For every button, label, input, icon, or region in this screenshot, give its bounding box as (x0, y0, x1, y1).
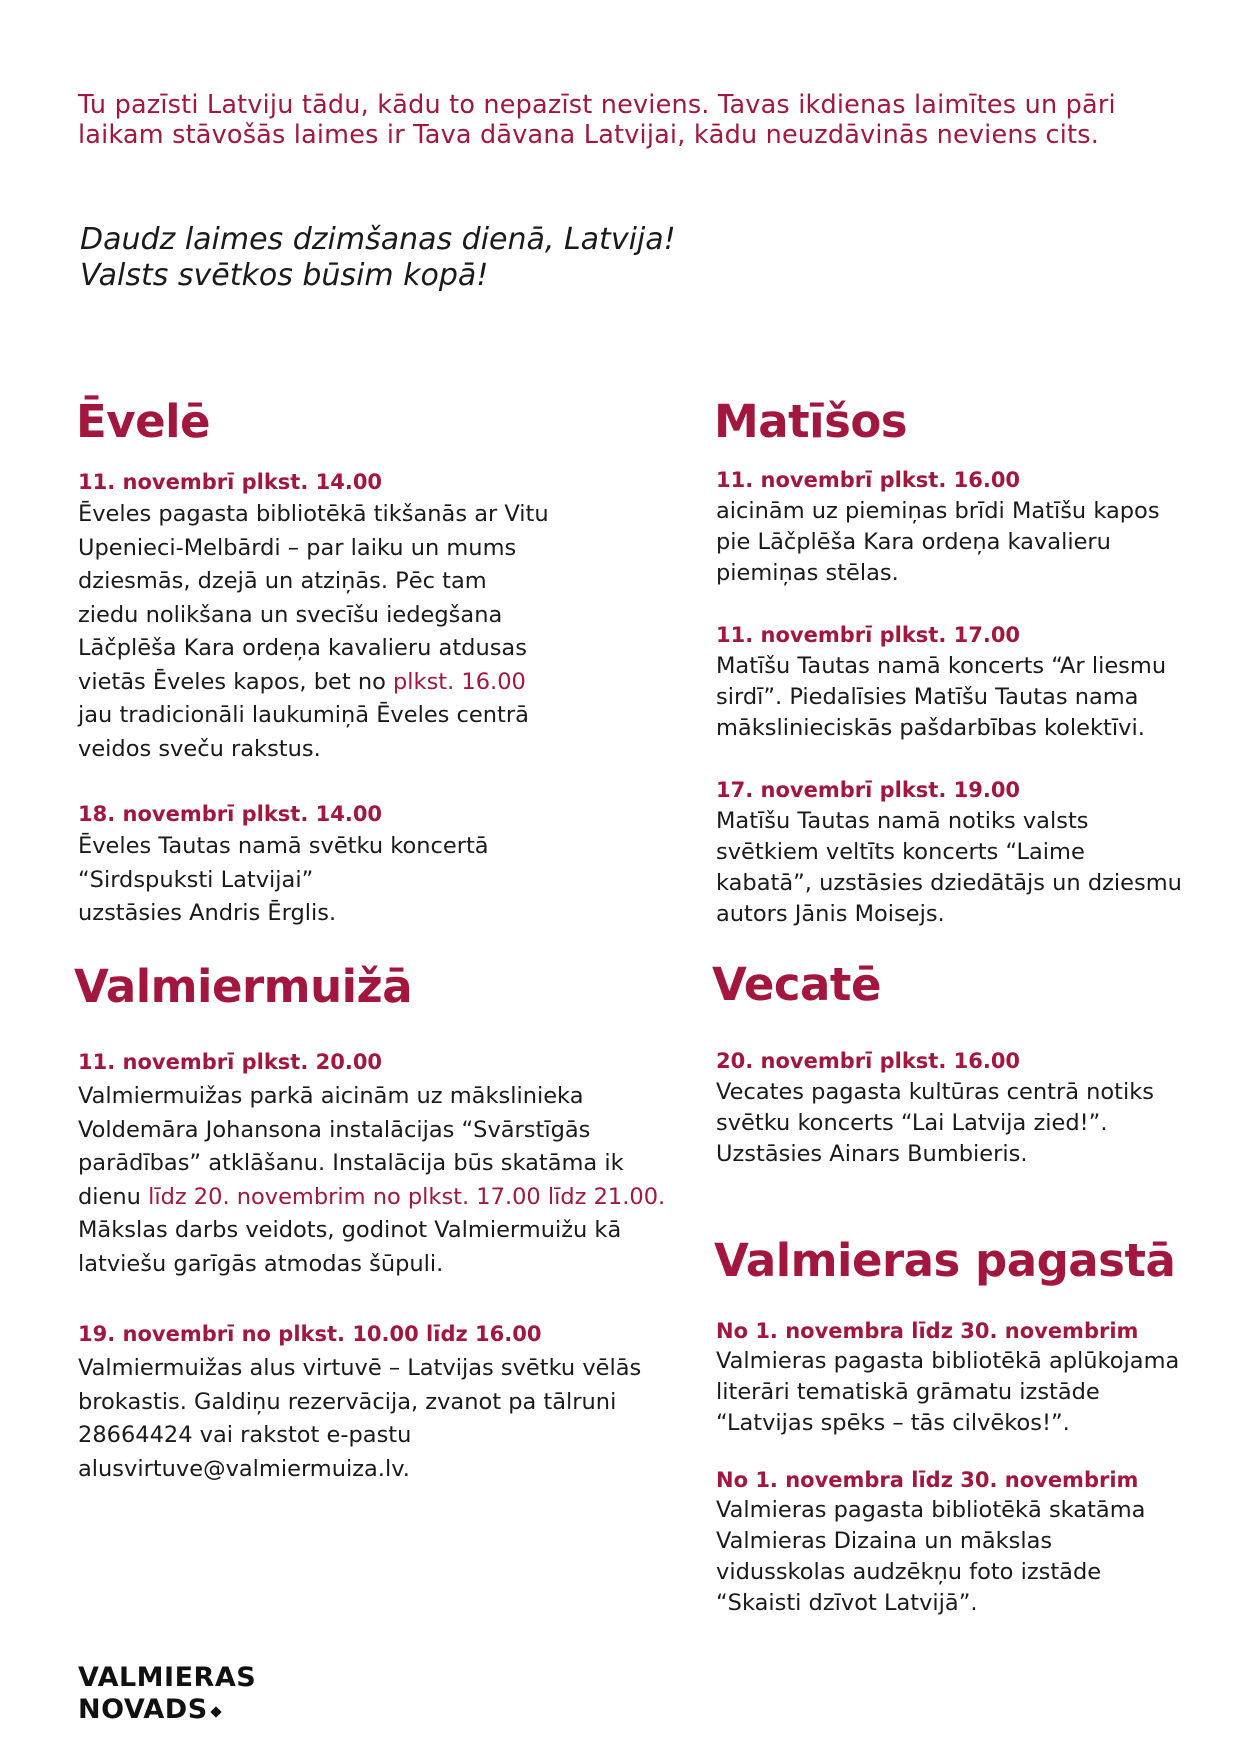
email-text: alusvirtuve@valmiermuiza.lv. (78, 1455, 410, 1482)
event-description (716, 1495, 1216, 1619)
desc-line: Mākslas darbs veidots, godinot Valmiermuižu kā (78, 1217, 622, 1243)
greeting-line: Valsts svētkos būsim kopā! (80, 258, 489, 293)
desc-line: “Skaisti dzīvot Latvijā”. (716, 1590, 978, 1616)
desc-line: Valmieras pagasta bibliotēkā aplūkojama (716, 1348, 1180, 1374)
desc-line: autors Jānis Moisejs. (716, 901, 945, 927)
event-date: 18. novembrī plkst. 14.00 (78, 802, 383, 826)
event-date: 11. novembrī plkst. 14.00 (78, 470, 383, 494)
event-description (716, 806, 1216, 930)
logo-text: NOVADS (78, 1694, 208, 1725)
desc-line: mākslinieciskās pašdarbības kolektīvi. (716, 715, 1145, 741)
event-description (78, 498, 638, 766)
highlighted-time: plkst. 16.00 (393, 668, 526, 695)
desc-line: kabatā”, uzstāsies dziedātājs un dziesmu (716, 870, 1182, 896)
desc-line: veidos sveču rakstus. (78, 735, 321, 762)
desc-line: aicinām uz piemiņas brīdi Matīšu kapos (716, 498, 1160, 524)
logo-line: VALMIERAS (78, 1662, 257, 1693)
desc-line: pie Lāčplēša Kara ordeņa kavalieru (716, 529, 1111, 555)
desc-line: dziesmās, dzejā un atziņās. Pēc tam (78, 568, 487, 594)
desc-line: Valmieras Dizaina un mākslas (716, 1528, 1053, 1554)
greeting-line: Daudz laimes dzimšanas dienā, Latvija! (80, 222, 676, 257)
event-date: 11. novembrī plkst. 17.00 (716, 623, 1021, 647)
highlighted-time: līdz 20. novembrim no plkst. 17.00 līdz 21.00. (148, 1183, 666, 1210)
event-description (716, 1346, 1216, 1439)
desc-line: 28664424 vai rakstot e-pastu (78, 1422, 412, 1448)
desc-line: Ēveles Tautas namā svētku koncertā (78, 833, 489, 859)
section-heading-matisos: Matīšos (714, 395, 908, 448)
desc-line: “Latvijas spēks – tās cilvēkos!”. (716, 1410, 1070, 1436)
event-date: 11. novembrī plkst. 16.00 (716, 468, 1021, 492)
desc-line: Valmiermuižas parkā aicinām uz mākslinieka (78, 1083, 584, 1109)
event-date: 19. novembrī no plkst. 10.00 līdz 16.00 (78, 1322, 542, 1346)
desc-text: dienu (78, 1183, 149, 1210)
desc-line: Matīšu Tautas namā notiks valsts (716, 808, 1089, 834)
desc-line: uzstāsies Andris Ērglis. (78, 900, 337, 926)
desc-line: sirdī”. Piedalīsies Matīšu Tautas nama (716, 684, 1139, 710)
logo-line (78, 1694, 256, 1726)
logo-diamond-icon (210, 1706, 221, 1717)
desc-line: vidusskolas audzēkņu foto izstāde (716, 1559, 1102, 1585)
desc-line: “Sirdspuksti Latvijai” (78, 866, 314, 893)
event-date: No 1. novembra līdz 30. novembrim (716, 1319, 1139, 1343)
desc-line: latviešu garīgās atmodas šūpuli. (78, 1250, 444, 1277)
desc-line: piemiņas stēlas. (716, 560, 899, 586)
intro-line: laikam stāvošās laimes ir Tava dāvana Latvijai, kādu neuzdāvinās neviens cits. (78, 120, 1099, 150)
desc-line: brokastis. Galdiņu rezervācija, zvanot pa tālruni (78, 1388, 617, 1415)
desc-line: jau tradicionāli laukumiņā Ēveles centrā (78, 702, 529, 728)
section-heading-evele: Ēvelē (76, 395, 211, 448)
desc-line: Ēveles pagasta bibliotēkā tikšanās ar Vitu (78, 501, 549, 527)
event-description (716, 496, 1216, 589)
valmieras-novads-logo (78, 1662, 256, 1726)
greeting-text (80, 222, 676, 294)
event-date: No 1. novembra līdz 30. novembrim (716, 1468, 1139, 1492)
event-date: 17. novembrī plkst. 19.00 (716, 778, 1021, 802)
event-description (716, 651, 1216, 744)
desc-line: literāri tematiskā grāmatu izstāde (716, 1379, 1100, 1405)
desc-line: parādības” atklāšanu. Instalācija būs skatāma ik (78, 1150, 624, 1176)
event-date: 11. novembrī plkst. 20.00 (78, 1050, 383, 1074)
event-date: 20. novembrī plkst. 16.00 (716, 1049, 1021, 1073)
section-heading-vecate: Vecatē (712, 958, 881, 1011)
desc-line: Valmiermuižas alus virtuvē – Latvijas svētku vēlās (78, 1355, 642, 1381)
desc-line (78, 1181, 698, 1215)
desc-line: Valmieras pagasta bibliotēkā skatāma (716, 1497, 1146, 1523)
desc-line: ziedu nolikšana un svecīšu iedegšana (78, 601, 503, 628)
desc-line: Matīšu Tautas namā koncerts “Ar liesmu (716, 653, 1167, 679)
desc-line: svētkiem veltīts koncerts “Laime (716, 839, 1085, 865)
desc-line: Vecates pagasta kultūras centrā notiks (716, 1079, 1154, 1105)
event-description (78, 830, 638, 931)
desc-line: Lāčplēša Kara ordeņa kavalieru atdusas (78, 635, 527, 661)
desc-text: vietās Ēveles kapos, bet no (78, 668, 394, 695)
event-description (78, 1352, 698, 1486)
event-description (78, 1080, 698, 1281)
intro-text (78, 90, 1178, 150)
intro-line: Tu pazīsti Latviju tādu, kādu to nepazīst neviens. Tavas ikdienas laimītes un pāri (78, 90, 1116, 120)
desc-line: Upenieci-Melbārdi – par laiku un mums (78, 534, 517, 561)
desc-line: Uzstāsies Ainars Bumbieris. (716, 1141, 1028, 1167)
desc-line: svētku koncerts “Lai Latvija zied!”. (716, 1110, 1108, 1136)
event-description (716, 1077, 1216, 1170)
desc-line (78, 666, 638, 700)
section-heading-valmieras-pagasta: Valmieras pagastā (714, 1234, 1176, 1287)
section-heading-valmiermuiza: Valmiermuižā (74, 960, 413, 1013)
desc-line: Voldemāra Johansona instalācijas “Svārstīgās (78, 1116, 591, 1143)
